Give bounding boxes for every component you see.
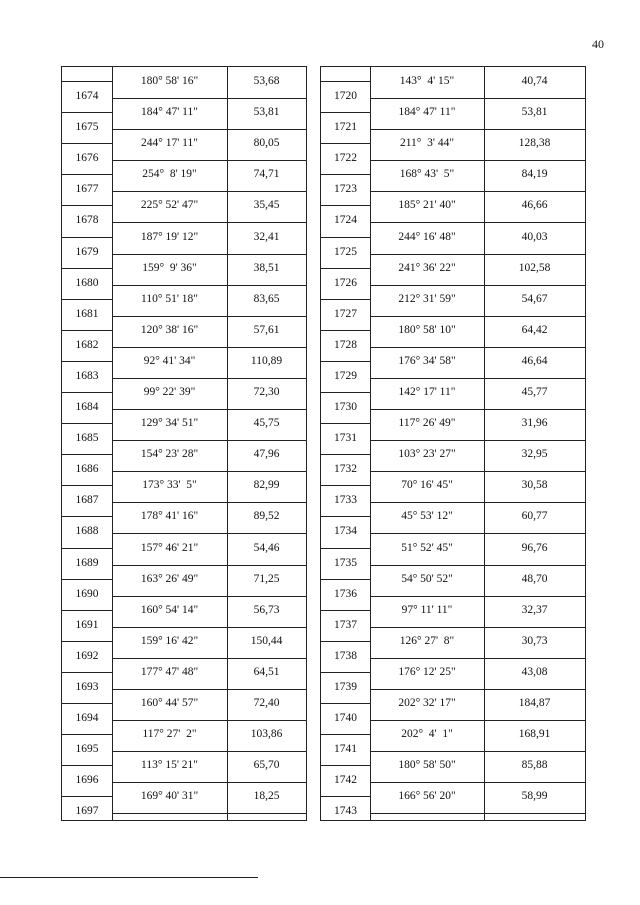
distance-value: 30,73 (521, 634, 548, 647)
distance-value: 168,91 (518, 728, 551, 741)
value-row-rule (112, 751, 306, 752)
value-row-rule (112, 565, 306, 566)
value-row-rule (370, 751, 585, 752)
value-row-rule (112, 378, 306, 379)
angle-value: 180° 58' 50" (398, 759, 456, 772)
label-row-rule (321, 703, 370, 704)
point-number: 1735 (334, 556, 357, 569)
label-row-rule (62, 610, 112, 611)
value-row-rule (112, 222, 306, 223)
value-row-rule (370, 720, 585, 721)
angle-value: 169° 40' 31" (140, 790, 199, 803)
label-row-rule (62, 392, 112, 393)
value-row-rule (112, 782, 306, 783)
point-number: 1731 (334, 432, 357, 445)
point-number: 1734 (334, 525, 357, 538)
point-number: 1681 (75, 307, 99, 320)
value-row-rule (112, 596, 306, 597)
label-row-rule (62, 672, 112, 673)
angle-value: 110° 51' 18" (141, 292, 198, 305)
angle-value: 54° 50' 52" (401, 572, 453, 585)
point-number: 1736 (334, 587, 357, 600)
value-row-rule (112, 409, 306, 410)
point-number: 1730 (334, 401, 357, 413)
label-row-rule (321, 423, 370, 424)
distance-value: 31,96 (521, 417, 548, 430)
distance-value: 54,46 (253, 541, 280, 554)
distance-value: 64,51 (253, 665, 280, 678)
label-row-rule (321, 81, 370, 82)
label-row-rule (321, 205, 370, 206)
point-number: 1727 (334, 307, 357, 320)
value-row-rule (112, 720, 306, 721)
point-number: 1689 (75, 556, 99, 569)
label-row-rule (62, 143, 112, 144)
angle-value: 142° 17' 11" (398, 386, 456, 398)
distance-value: 45,75 (253, 417, 280, 430)
angle-value: 180° 58' 16" (140, 75, 199, 87)
point-number: 1694 (75, 712, 99, 724)
angle-value: 163° 26' 49" (140, 572, 199, 585)
angle-value: 117° 26' 49" (398, 417, 456, 430)
distance-value: 56,73 (253, 603, 280, 616)
point-number: 1680 (75, 276, 99, 289)
value-row-rule (370, 782, 585, 783)
value-row-rule (370, 129, 585, 130)
angle-value: 129° 34' 51" (140, 417, 199, 430)
angle-value: 184° 47' 11" (398, 106, 456, 119)
distance-value: 72,30 (253, 386, 280, 398)
distance-value: 72,40 (253, 697, 280, 709)
label-row-rule (321, 299, 370, 300)
label-row-rule (321, 485, 370, 486)
distance-value: 64,42 (521, 323, 548, 336)
coordinates-table-left (61, 66, 307, 821)
angle-value: 51° 52' 45" (401, 541, 453, 554)
angle-value: 97° 11' 11" (401, 603, 453, 616)
angle-value: 244° 17' 11" (141, 137, 198, 150)
distance-value: 60,77 (521, 510, 548, 523)
point-number: 1738 (334, 649, 357, 662)
angle-value: 157° 46' 21" (140, 541, 199, 554)
angle-value: 154° 23' 28" (140, 448, 199, 461)
label-row-rule (62, 299, 112, 300)
point-number: 1690 (75, 587, 99, 600)
angle-value: 120° 38' 16" (140, 323, 199, 336)
point-number: 1739 (334, 680, 357, 693)
angle-value: 143° 4' 15" (399, 75, 455, 87)
value-row-rule (112, 254, 306, 255)
label-row-rule (62, 361, 112, 362)
distance-value: 53,81 (521, 106, 548, 119)
point-number: 1685 (75, 432, 99, 445)
label-row-rule (62, 81, 112, 82)
angle-value: 45° 53' 12" (401, 510, 453, 523)
angle-value: 212° 31' 59" (398, 292, 456, 305)
value-row-rule (370, 627, 585, 628)
distance-value: 32,41 (253, 230, 280, 243)
distance-value: 40,03 (521, 230, 548, 243)
angle-value: 225° 52' 47" (140, 199, 199, 212)
angle-value: 244° 16' 48" (398, 230, 456, 243)
distance-value: 18,25 (253, 790, 280, 803)
value-row-rule (370, 160, 585, 161)
distance-value: 40,74 (521, 75, 548, 87)
label-row-rule (62, 579, 112, 580)
distance-value: 43,08 (521, 665, 548, 678)
distance-value: 96,76 (521, 541, 548, 554)
label-row-rule (321, 548, 370, 549)
value-row-rule (370, 378, 585, 379)
angle-value: 202° 4' 1" (401, 728, 453, 741)
value-row-rule (370, 316, 585, 317)
distance-value: 65,70 (253, 759, 280, 772)
angle-value: 166° 56' 20" (398, 790, 456, 803)
label-row-rule (62, 454, 112, 455)
value-row-rule (370, 596, 585, 597)
label-row-rule (62, 796, 112, 797)
label-row-rule (62, 548, 112, 549)
label-row-rule (62, 641, 112, 642)
value-row-rule (112, 191, 306, 192)
value-row-rule (370, 813, 585, 814)
distance-value: 53,68 (253, 75, 280, 87)
point-number: 1692 (75, 649, 99, 662)
distance-value: 82,99 (253, 479, 280, 492)
value-row-rule (112, 533, 306, 534)
point-number: 1742 (334, 774, 357, 787)
point-number: 1740 (334, 712, 357, 724)
point-number: 1683 (75, 369, 99, 382)
label-row-rule (62, 205, 112, 206)
label-row-rule (321, 579, 370, 580)
value-row-rule (112, 98, 306, 99)
angle-value: 254° 8' 19" (142, 168, 197, 181)
label-row-rule (62, 703, 112, 704)
distance-value: 84,19 (521, 168, 548, 181)
point-number: 1695 (75, 743, 99, 756)
coordinates-table-right (320, 66, 586, 821)
distance-value: 85,88 (521, 759, 548, 772)
point-number: 1729 (334, 369, 357, 382)
distance-value: 57,61 (253, 323, 280, 336)
value-row-rule (370, 254, 585, 255)
angle-value: 168° 43' 5" (399, 168, 455, 181)
point-number: 1723 (334, 183, 357, 196)
distance-value: 89,52 (253, 510, 280, 523)
point-number: 1697 (75, 805, 99, 818)
angle-value: 177° 47' 48" (140, 665, 199, 678)
distance-value: 102,58 (518, 261, 551, 274)
value-row-rule (112, 689, 306, 690)
point-number: 1675 (75, 121, 99, 134)
distance-value: 184,87 (518, 697, 551, 709)
point-number: 1686 (75, 463, 99, 476)
distance-value: 74,71 (253, 168, 280, 181)
distance-value: 110,89 (250, 354, 283, 367)
angle-value: 126° 27' 8" (399, 634, 455, 647)
value-row-rule (370, 285, 585, 286)
distance-value: 46,66 (521, 199, 548, 212)
footnote-rule (0, 877, 258, 878)
value-row-rule (112, 627, 306, 628)
angle-value: 159° 9' 36" (142, 261, 197, 274)
label-row-rule (62, 485, 112, 486)
value-row-rule (370, 347, 585, 348)
point-number: 1733 (334, 494, 357, 507)
angle-value: 187° 19' 12" (140, 230, 199, 243)
value-row-rule (112, 160, 306, 161)
point-number: 1679 (75, 245, 99, 258)
label-row-rule (321, 641, 370, 642)
point-number: 1741 (334, 743, 357, 756)
label-row-rule (321, 796, 370, 797)
angle-value: 160° 54' 14" (140, 603, 199, 616)
value-row-rule (370, 222, 585, 223)
label-row-rule (321, 454, 370, 455)
label-row-rule (321, 330, 370, 331)
label-row-rule (321, 112, 370, 113)
value-row-rule (112, 658, 306, 659)
angle-value: 241° 36' 22" (398, 261, 456, 274)
distance-value: 71,25 (253, 572, 280, 585)
label-row-rule (321, 268, 370, 269)
point-number: 1693 (75, 680, 99, 693)
label-row-rule (321, 610, 370, 611)
label-row-rule (321, 516, 370, 517)
angle-value: 113° 15' 21" (141, 759, 198, 772)
angle-value: 92° 41' 34" (143, 354, 196, 367)
label-row-rule (321, 734, 370, 735)
distance-value: 83,65 (253, 292, 280, 305)
distance-value: 30,58 (521, 479, 548, 492)
value-row-rule (112, 813, 306, 814)
label-row-rule (62, 330, 112, 331)
angle-value: 176° 34' 58" (398, 354, 456, 367)
point-number: 1687 (75, 494, 99, 507)
angle-value: 117° 27' 2" (142, 728, 197, 741)
point-number: 1682 (75, 338, 99, 351)
angle-value: 160° 44' 57" (140, 697, 199, 709)
value-row-rule (112, 129, 306, 130)
point-number: 1726 (334, 276, 357, 289)
point-number: 1674 (75, 90, 99, 102)
value-row-rule (112, 285, 306, 286)
label-row-rule (321, 174, 370, 175)
point-number: 1743 (334, 805, 357, 818)
angle-value: 185° 21' 40" (398, 199, 456, 212)
distance-value: 48,70 (521, 572, 548, 585)
value-row-rule (370, 658, 585, 659)
label-row-rule (62, 112, 112, 113)
value-row-rule (112, 440, 306, 441)
distance-value: 46,64 (521, 354, 548, 367)
angle-value: 180° 58' 10" (398, 323, 456, 336)
point-number: 1677 (75, 183, 99, 196)
angle-value: 211° 3' 44" (399, 137, 455, 150)
point-number: 1684 (75, 401, 99, 413)
value-row-rule (370, 502, 585, 503)
distance-value: 58,99 (521, 790, 548, 803)
point-number: 1678 (75, 214, 99, 227)
point-number: 1720 (334, 90, 357, 102)
label-row-rule (62, 516, 112, 517)
label-row-rule (321, 672, 370, 673)
label-row-rule (62, 237, 112, 238)
value-row-rule (370, 533, 585, 534)
value-row-rule (112, 316, 306, 317)
angle-value: 99° 22' 39" (143, 386, 196, 398)
point-number: 1722 (334, 152, 357, 165)
distance-value: 103,86 (250, 728, 283, 741)
value-row-rule (112, 347, 306, 348)
distance-value: 35,45 (253, 199, 280, 212)
point-number: 1721 (334, 121, 357, 134)
point-number: 1691 (75, 618, 99, 631)
angle-value: 103° 23' 27" (398, 448, 456, 461)
value-row-rule (370, 471, 585, 472)
distance-value: 32,37 (521, 603, 548, 616)
label-row-rule (62, 268, 112, 269)
value-row-rule (112, 471, 306, 472)
value-row-rule (370, 565, 585, 566)
value-row-rule (370, 440, 585, 441)
value-row-rule (370, 98, 585, 99)
label-row-rule (321, 392, 370, 393)
value-row-rule (370, 409, 585, 410)
distance-value: 150,44 (250, 634, 283, 647)
angle-value: 202° 32' 17" (398, 697, 456, 709)
distance-value: 54,67 (521, 292, 548, 305)
point-number: 1676 (75, 152, 99, 165)
point-number: 1724 (334, 214, 357, 227)
angle-value: 184° 47' 11" (141, 106, 198, 119)
label-row-rule (62, 423, 112, 424)
distance-value: 128,38 (518, 137, 551, 150)
angle-value: 178° 41' 16" (140, 510, 199, 523)
value-row-rule (112, 502, 306, 503)
page-number: 40 (592, 37, 604, 51)
label-row-rule (321, 143, 370, 144)
distance-value: 38,51 (253, 261, 280, 274)
label-row-rule (62, 174, 112, 175)
angle-value: 176° 12' 25" (398, 665, 456, 678)
distance-value: 47,96 (253, 448, 280, 461)
distance-value: 32,95 (521, 448, 548, 461)
point-number: 1688 (75, 525, 99, 538)
label-row-rule (321, 237, 370, 238)
angle-value: 159° 16' 42" (140, 634, 199, 647)
label-row-rule (62, 765, 112, 766)
point-number: 1725 (334, 245, 357, 258)
point-number: 1696 (75, 774, 99, 787)
point-number: 1732 (334, 463, 357, 476)
distance-value: 45,77 (521, 386, 548, 398)
label-row-rule (321, 361, 370, 362)
label-row-rule (321, 765, 370, 766)
point-number: 1728 (334, 338, 357, 351)
distance-value: 80,05 (253, 137, 280, 150)
value-row-rule (370, 191, 585, 192)
label-row-rule (62, 734, 112, 735)
value-row-rule (370, 689, 585, 690)
point-number: 1737 (334, 618, 357, 631)
angle-value: 70° 16' 45" (401, 479, 453, 492)
angle-value: 173° 33' 5" (142, 479, 197, 492)
distance-value: 53,81 (253, 106, 280, 119)
